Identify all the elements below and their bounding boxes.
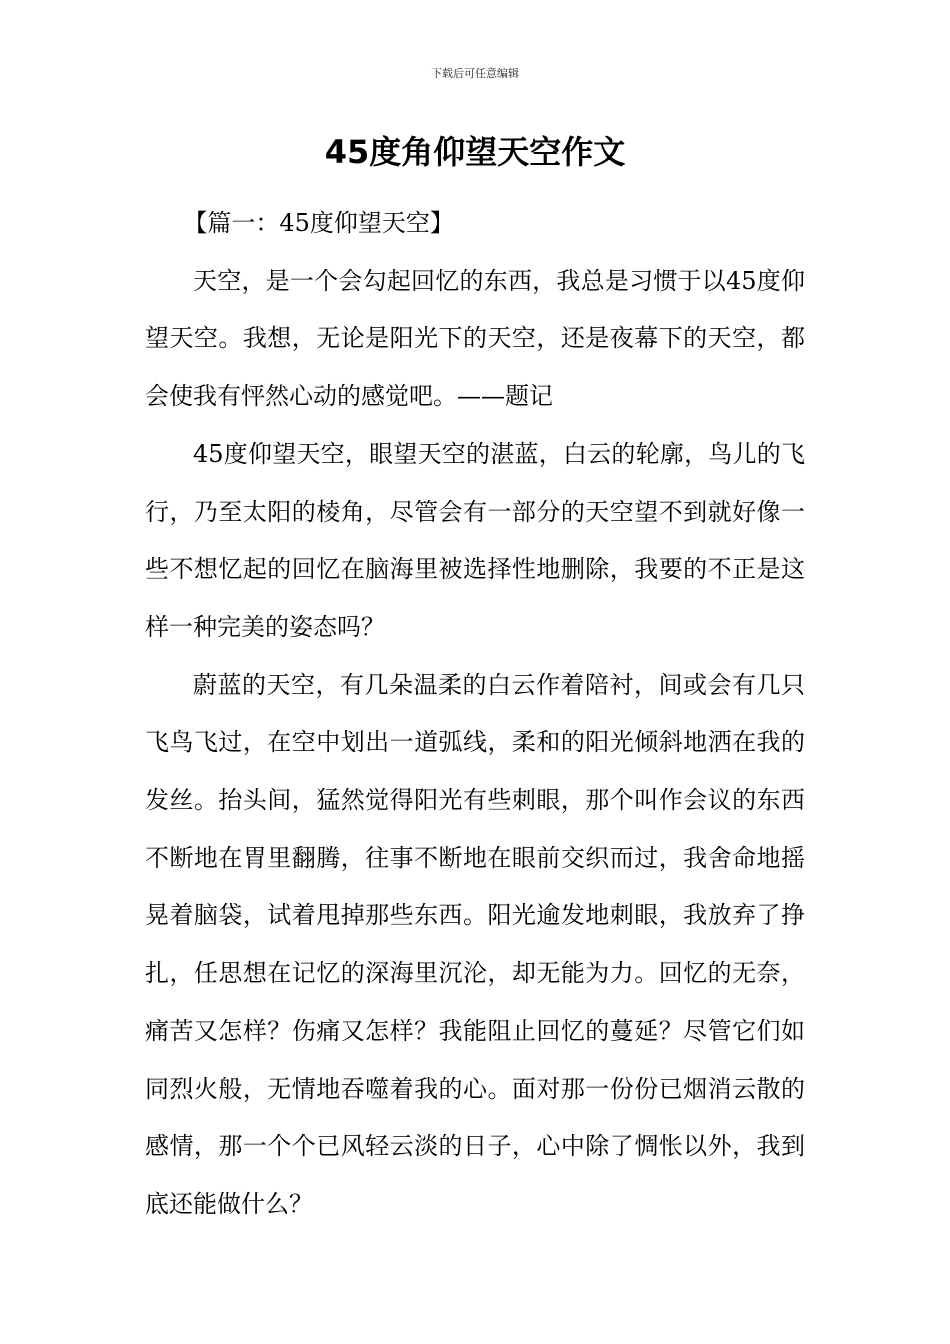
document-body <box>145 195 805 1234</box>
paragraph-epigraph: 天空，是一个会勾起回忆的东西，我总是习惯于以45度仰望天空。我想，无论是阳光下的天空，还是夜幕下的天空，都会使我有怦然心动的感觉吧。——题记 <box>145 266 805 411</box>
header-note: 下载后可任意编辑 <box>431 67 519 80</box>
paragraph-memories: 蔚蓝的天空，有几朵温柔的白云作着陪衬，间或会有几只飞鸟飞过，在空中划出一道弧线，柔和的阳光倾斜地洒在我的发丝。抬头间，猛然觉得阳光有些刺眼，那个叫作会议的东西不断地在胃里翻腾，往事不断地在眼前交织而过，我舍命地摇晃着脑袋，试着甩掉那些东西。阳光逾发地刺眼，我放弃了挣扎，任思想在记忆的深海里沉沦，却无能为力。回忆的无奈，痛苦又怎样？伤痛又怎样？我能阻止回忆的蔓延？尽管它们如同烈火般，无情地吞噬着我的心。面对那一份份已烟消云散的感情，那一个个已风轻云淡的日子，心中除了惆怅以外，我到底还能做什么？ <box>145 670 805 1218</box>
section-heading: 【篇一：45度仰望天空】 <box>183 209 454 237</box>
document-title: 45度角仰望天空作文 <box>324 133 626 171</box>
paragraph-gaze: 45度仰望天空，眼望天空的湛蓝，白云的轮廓，鸟儿的飞行，乃至太阳的棱角，尽管会有一部分的天空望不到就好像一些不想忆起的回忆在脑海里被选择性地删除，我要的不正是这样一种完美的姿态吗？ <box>145 439 805 641</box>
